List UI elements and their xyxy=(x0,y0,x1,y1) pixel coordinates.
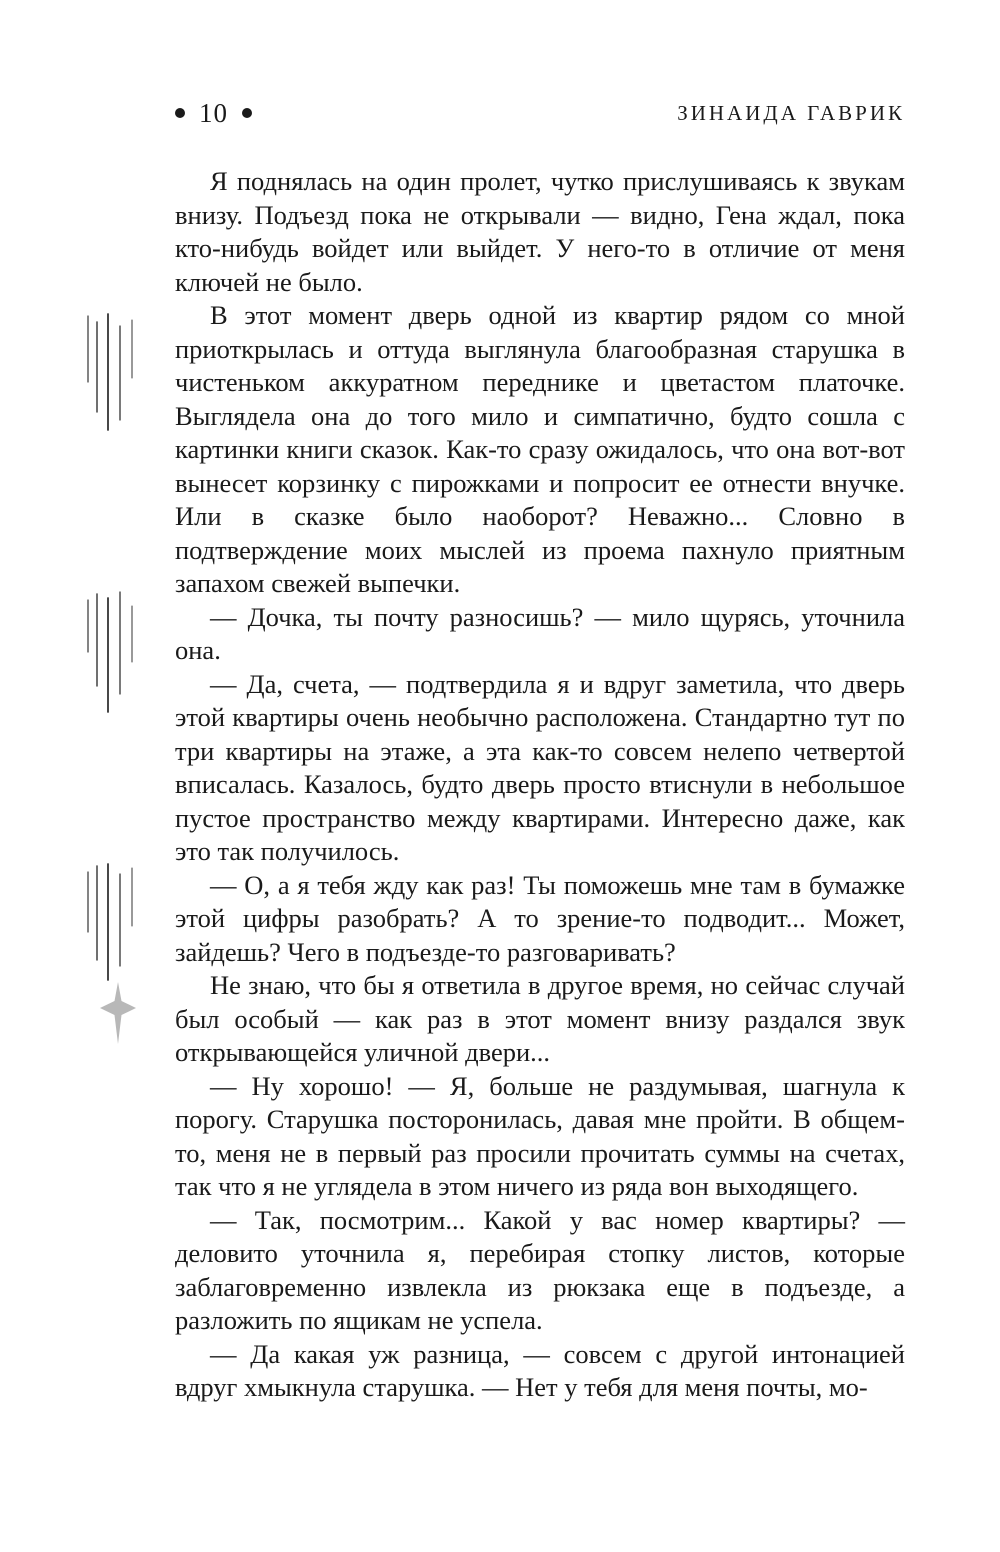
falling-lines-icon xyxy=(80,590,140,720)
paragraph: — Ну хорошо! — Я, больше не раздумывая, шагнула к порогу. Старушка посторонилась, давая мне пройти. В общем-то, меня не в первый раз просили прочитать суммы на счетах, так что я не углядела в этом ничего из ряда вон выходящего. xyxy=(175,1070,905,1201)
paragraph: — Дочка, ты почту разносишь? — мило щурясь, уточнила она. xyxy=(175,601,905,665)
paragraph: — Да какая уж разница, — совсем с другой интонацией вдруг хмыкнула старушка. — Нет у тебя для меня почты, мо- xyxy=(175,1338,905,1402)
running-header xyxy=(175,93,905,133)
falling-lines-icon xyxy=(80,312,140,442)
falling-lines-star-icon xyxy=(80,862,140,1052)
paragraph: — О, а я тебя жду как раз! Ты поможешь мне там в бумажке этой цифры разобрать? А то зрение-то подводит... Может, зайдешь? Чего в подъезде-то разговаривать? xyxy=(175,869,905,967)
paragraph: В этот момент дверь одной из квартир рядом со мной приоткрылась и оттуда выглянула благообразная старушка в чистеньком аккуратном переднике и цветастом платочке. Выглядела она до того мило и симпатично, будто сошла с картинки книги сказок. Как-то сразу ожидалось, что она вот-вот вынесет корзинку с пирожками и попросит ее отнести внучке. Или в сказке было наоборот? Неважно... Словно в подтверждение моих мыслей из проема пахнуло приятным запахом свежей выпечки. xyxy=(175,300,905,598)
paragraph: — Да, счета, — подтвердила я и вдруг заметила, что дверь этой квартиры очень необычно расположена. Стандартно тут по три квартиры на этаже, а эта как-то совсем нелепо четвертой вписалась. Казалось, будто дверь просто втиснули в небольшое пустое пространство между квартирами. Интересно даже, как это так получилось. xyxy=(175,668,905,866)
paragraph: — Так, посмотрим... Какой у вас номер квартиры? — деловито уточнила я, перебирая стопку листов, которые заблаговременно извлекла из рюкзака еще в подъезде, а разложить по ящикам не успела. xyxy=(175,1204,905,1335)
bullet-dot-icon xyxy=(175,108,185,118)
page-number-text: 10 xyxy=(199,97,228,128)
bullet-dot-icon xyxy=(242,108,252,118)
author-name: ЗИНАИДА ГАВРИК xyxy=(677,100,905,125)
paragraph: Я поднялась на один пролет, чутко прислушиваясь к звукам внизу. Подъезд пока не открывали — видно, Гена ждал, пока кто-нибудь войдет или выйдет. У него-то в отличие от меня ключей не было. xyxy=(175,166,905,297)
paragraph: Не знаю, что бы я ответила в другое время, но сейчас случай был особый — как раз в этот момент внизу раздался звук открывающейся уличной двери... xyxy=(175,970,905,1067)
page-number xyxy=(175,98,252,129)
body-text xyxy=(175,165,905,1405)
